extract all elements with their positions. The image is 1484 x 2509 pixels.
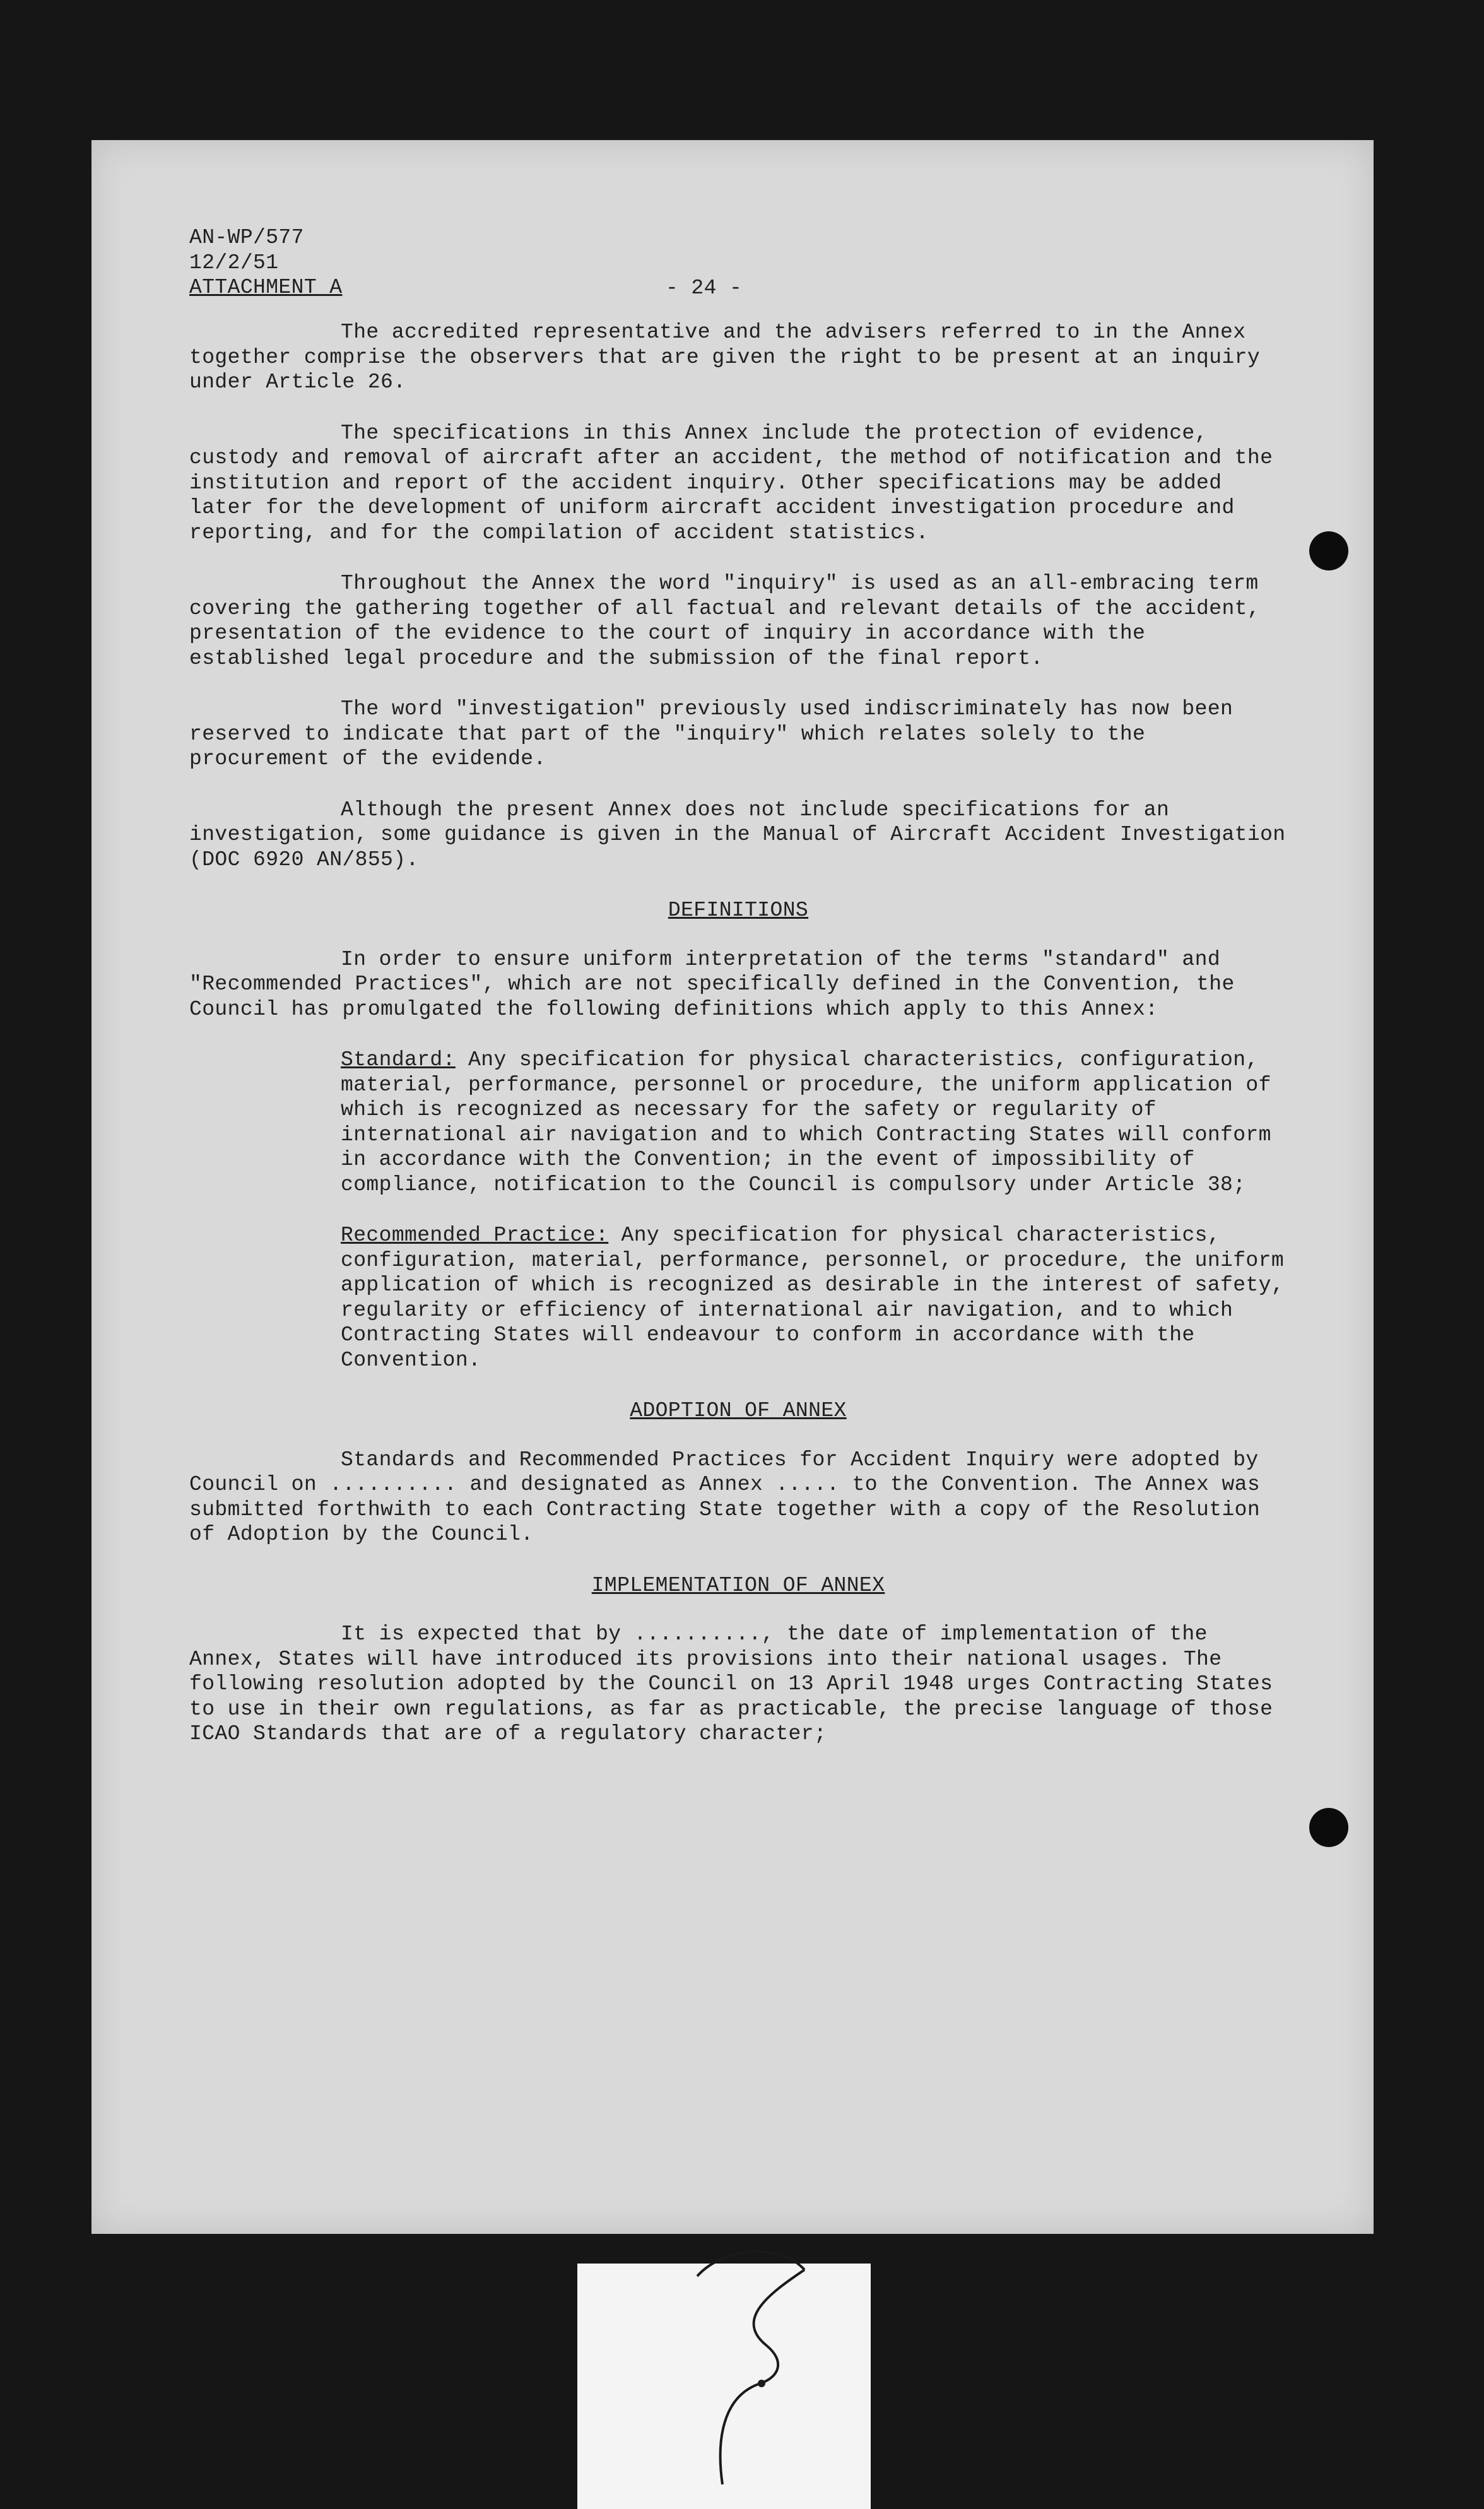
page-number: - 24 - — [666, 276, 743, 300]
paragraph-inquiry-term: Throughout the Annex the word "inquiry" is used as an all-embracing term covering the gathering together of all factual and relevant details of the accident, presentation of the evidence to the court of inquiry in accordance with the established legal procedure and the submission of the final report. — [189, 572, 1261, 670]
definition-text-standard: Any specification for physical characteristics, configuration, material, performance, personnel or procedure, the uniform application of which is recognized as necessary for the safety or regularity of international air navigation and to which Contracting States will conform in accordance with the Convention; in the event of impossibility of compliance, notification to the Council is compulsory under Article 38; — [341, 1048, 1271, 1196]
paragraph-manual-reference: Although the present Annex does not include specifications for an investigation, some guidance is given in the Manual of Aircraft Accident Investigation (DOC 6920 AN/855). — [189, 798, 1286, 871]
string-loop — [697, 2252, 804, 2276]
paragraph-adoption: Standards and Recommended Practices for Accident Inquiry were adopted by Council on .......... and designated as Annex ..... to the Convention. The Annex was submitted forthwith to each Contracting State together with a copy of the Resolution of Adoption by the Council. — [189, 1448, 1261, 1546]
doc-reference: AN-WP/577 — [189, 226, 304, 249]
definition-term-recommended-practice: Recommended Practice: — [341, 1224, 609, 1247]
definition-standard — [341, 1048, 1287, 1197]
page-header — [189, 225, 1287, 301]
punch-hole-bottom — [1309, 1808, 1348, 1847]
heading-adoption: ADOPTION OF ANNEX — [630, 1399, 847, 1422]
heading-definitions: DEFINITIONS — [668, 899, 809, 922]
string-knot — [758, 2380, 765, 2387]
document-page — [91, 140, 1374, 2234]
paragraph-definitions-intro: In order to ensure uniform interpretation of the terms "standard" and "Recommended Practices", which are not specifically defined in the Convention, the Council has promulgated the following definitions which apply to this Annex: — [189, 947, 1235, 1021]
definition-recommended-practice — [341, 1223, 1287, 1373]
definition-text-recommended-practice: Any specification for physical characteristics, configuration, material, performance, personnel, or procedure, the uniform application of which is recognized as desirable in the interest of safety, regularity or efficiency of international air navigation, and to which Contracting States will endeavour to conform in accordance with the Convention. — [341, 1224, 1285, 1372]
paragraph-specifications: The specifications in this Annex include the protection of evidence, custody and removal of aircraft after an accident, the method of notification and the institution and report of the accident inquiry. Other specifications may be added later for the development of uniform aircraft accident investigation procedure and reporting, and for the compilation of accident statistics. — [189, 421, 1273, 545]
punch-hole-top — [1309, 531, 1348, 570]
definition-term-standard: Standard: — [341, 1048, 456, 1071]
doc-date: 12/2/51 — [189, 251, 279, 275]
page-text — [189, 225, 1287, 1773]
string-tie-graphic — [577, 2188, 871, 2509]
paragraph-investigation-term: The word "investigation" previously used indiscriminately has now been reserved to indicate that part of the "inquiry" which relates solely to the procurement of the evidende. — [189, 697, 1234, 770]
heading-implementation: IMPLEMENTATION OF ANNEX — [591, 1573, 885, 1597]
attachment-label: ATTACHMENT A — [189, 276, 343, 299]
string-tie-card — [577, 2264, 871, 2509]
paragraph-implementation: It is expected that by .........., the date of implementation of the Annex, States will have introduced its provisions into their national usages. The following resolution adopted by the Council on 13 April 1948 urges Contracting States to use in their own regulations, as far as practicable, the precise language of those ICAO Standards that are of a regulatory character; — [189, 1622, 1273, 1745]
paragraph-observers: The accredited representative and the advisers referred to in the Annex together comprise the observers that are given the right to be present at an inquiry under Article 26. — [189, 321, 1261, 394]
string-strand — [721, 2270, 804, 2484]
